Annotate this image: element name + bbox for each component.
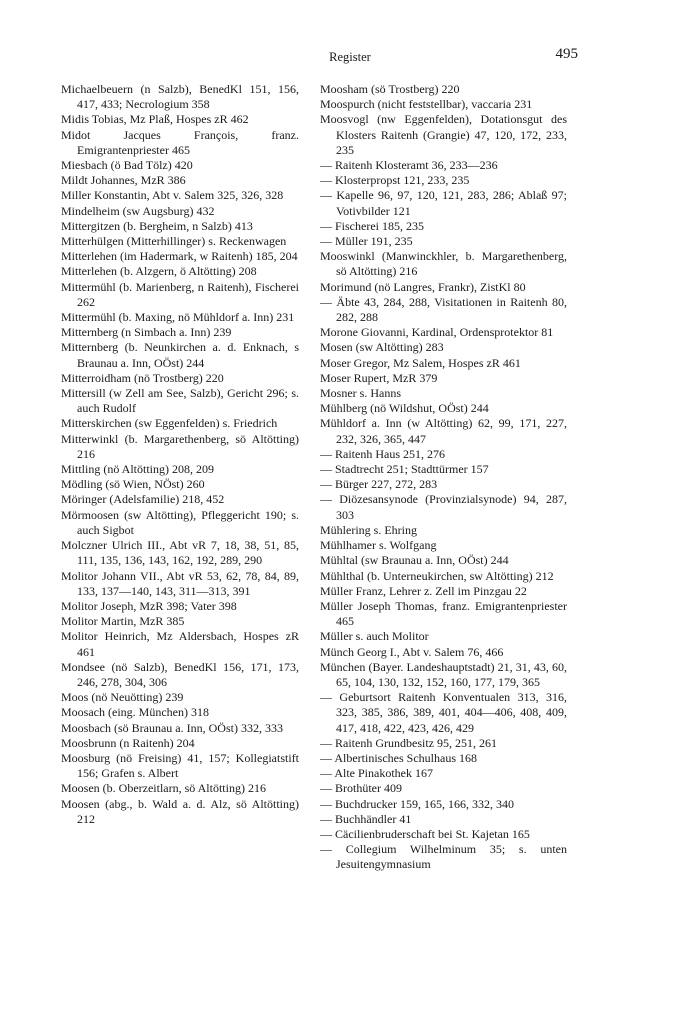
index-entry: — Kapelle 96, 97, 120, 121, 283, 286; Ablaß 97; Votivbilder 121 (320, 188, 567, 218)
index-entry: Mödling (sö Wien, NÖst) 260 (61, 477, 205, 492)
index-entry: Mittersill (w Zell am See, Salzb), Gericht 296; s. auch Rudolf (61, 386, 299, 416)
index-entry: Moser Rupert, MzR 379 (320, 370, 438, 385)
index-column-right (320, 82, 567, 873)
index-entry: Möringer (Adelsfamilie) 218, 452 (61, 492, 225, 507)
index-entry: Miesbach (ö Bad Tölz) 420 (61, 158, 193, 173)
index-entry: Mühldorf a. Inn (w Altötting) 62, 99, 171, 227, 232, 326, 365, 447 (320, 416, 567, 446)
index-entry: — Stadtrecht 251; Stadttürmer 157 (320, 462, 489, 477)
index-entry: Moser Gregor, Mz Salem, Hospes zR 461 (320, 355, 521, 370)
index-entry: Mondsee (nö Salzb), BenedKl 156, 171, 173, 246, 278, 304, 306 (61, 659, 299, 689)
index-entry: — Collegium Wilhelminum 35; s. unten Jesuitengymnasium (320, 842, 567, 872)
index-entry: — Müller 191, 235 (320, 234, 413, 249)
index-entry: Mooswinkl (Manwinckhler, b. Margarethenberg, sö Altötting) 216 (320, 249, 567, 279)
index-entry: Mühlthal (b. Unterneukirchen, sw Altötting) 212 (320, 568, 554, 583)
index-entry: — Buchdrucker 159, 165, 166, 332, 340 (320, 796, 514, 811)
index-entry: Moosen (b. Oberzeitlarn, sö Altötting) 216 (61, 781, 266, 796)
index-entry: Molitor Heinrich, Mz Aldersbach, Hospes zR 461 (61, 629, 299, 659)
index-entry: München (Bayer. Landeshauptstadt) 21, 31, 43, 60, 65, 104, 130, 132, 152, 160, 177, 179, 365 (320, 659, 567, 689)
index-entry: Mitterwinkl (b. Margarethenberg, sö Altötting) 216 (61, 431, 299, 461)
index-entry: — Äbte 43, 284, 288, Visitationen in Raitenh 80, 282, 288 (320, 294, 567, 325)
index-entry: — Bürger 227, 272, 283 (320, 477, 438, 492)
index-entry: — Cäcilienbruderschaft bei St. Kajetan 165 (320, 826, 530, 841)
index-entry: Miller Konstantin, Abt v. Salem 325, 326, 328 (61, 188, 284, 203)
index-entry: Mosner s. Hanns (320, 386, 401, 401)
index-entry: Münch Georg I., Abt v. Salem 76, 466 (320, 644, 504, 659)
index-entry: Moosen (abg., b. Wald a. d. Alz, sö Altötting) 212 (61, 796, 299, 826)
index-entry: Müller Franz, Lehrer z. Zell im Pinzgau 22 (320, 583, 527, 598)
index-entry: Midis Tobias, Mz Plaß, Hospes zR 462 (61, 112, 249, 127)
index-entry: Mühlering s. Ehring (320, 522, 417, 537)
index-entry: Mitterlehen (b. Alzgern, ö Altötting) 208 (61, 264, 257, 279)
index-entry: Moosbrunn (n Raitenh) 204 (61, 735, 195, 750)
index-entry: Mitterskirchen (sw Eggenfelden) s. Friedrich (61, 416, 278, 431)
index-entry: — Raitenh Haus 251, 276 (320, 446, 445, 461)
index-entry: Mühltal (sw Braunau a. Inn, OÖst) 244 (320, 553, 509, 568)
index-entry: Mittermühl (b. Marienberg, n Raitenh), Fischerei 262 (61, 279, 299, 309)
index-entry: — Fischerei 185, 235 (320, 218, 424, 233)
index-entry: Molitor Martin, MzR 385 (61, 614, 185, 629)
index-entry: — Raitenh Grundbesitz 95, 251, 261 (320, 735, 497, 750)
index-entry: — Klosterpropst 121, 233, 235 (320, 173, 470, 188)
index-entry: Molczner Ulrich III., Abt vR 7, 18, 38, 51, 85, 111, 135, 136, 143, 162, 192, 289, 290 (61, 538, 299, 568)
index-entry: Moospurch (nicht feststellbar), vaccaria 231 (320, 97, 533, 112)
index-entry: Mittergitzen (b. Bergheim, n Salzb) 413 (61, 218, 253, 233)
index-entry: — Brothüter 409 (320, 781, 402, 796)
index-entry: Moosburg (nö Freising) 41, 157; Kollegiatstift 156; Grafen s. Albert (61, 750, 299, 781)
index-entry: Moosach (eing. München) 318 (61, 705, 209, 720)
index-entry: Mittermühl (b. Maxing, nö Mühldorf a. Inn) 231 (61, 310, 295, 325)
index-entry: Midot Jacques François, franz. Emigrantenpriester 465 (61, 127, 299, 157)
index-entry: Moosham (sö Trostberg) 220 (320, 82, 460, 96)
index-entry: Moosvogl (nw Eggenfelden), Dotationsgut des Klosters Raitenh (Grangie) 47, 120, 172, 233, 235 (320, 112, 567, 157)
index-entry: Müller Joseph Thomas, franz. Emigrantenpriester 465 (320, 598, 567, 629)
index-entry: — Albertinisches Schulhaus 168 (320, 750, 477, 765)
index-entry: Mitternberg (n Simbach a. Inn) 239 (61, 325, 232, 340)
index-column-left (61, 82, 299, 827)
index-entry: Mörmoosen (sw Altötting), Pfleggericht 190; s. auch Sigbot (61, 507, 299, 537)
index-entry: Mühlberg (nö Wildshut, OÖst) 244 (320, 401, 489, 416)
index-entry: Morone Giovanni, Kardinal, Ordensprotektor 81 (320, 325, 554, 340)
index-entry: Mindelheim (sw Augsburg) 432 (61, 203, 215, 218)
page-header (0, 46, 700, 70)
running-title: Register (329, 50, 371, 64)
index-entry: Moos (nö Neuötting) 239 (61, 690, 184, 705)
index-entry: Molitor Joseph, MzR 398; Vater 398 (61, 598, 237, 613)
page-number: 495 (555, 46, 578, 62)
index-entry: Müller s. auch Molitor (320, 629, 429, 644)
index-entry: Mitterlehen (im Hadermark, w Raitenh) 185, 204 (61, 249, 298, 264)
index-entry: Mühlhamer s. Wolfgang (320, 538, 437, 553)
index-entry: Moosbach (sö Braunau a. Inn, OÖst) 332, 333 (61, 720, 283, 735)
index-entry: Mitternberg (b. Neunkirchen a. d. Enknach, s Braunau a. Inn, OÖst) 244 (61, 340, 299, 370)
index-entry: Mildt Johannes, MzR 386 (61, 173, 186, 188)
index-entry: Mittling (nö Altötting) 208, 209 (61, 462, 215, 477)
index-entry: Mitterhülgen (Mitterhillinger) s. Reckenwagen (61, 234, 287, 249)
index-entry: Mitterroidham (nö Trostberg) 220 (61, 370, 224, 385)
index-entry: — Buchhändler 41 (320, 811, 412, 826)
index-entry: — Diözesansynode (Provinzialsynode) 94, 287, 303 (320, 492, 567, 522)
index-entry: Morimund (nö Langres, Frankr), ZistKl 80 (320, 279, 526, 294)
index-entry: Michaelbeuern (n Salzb), BenedKl 151, 156, 417, 433; Necrologium 358 (61, 82, 299, 112)
index-entry: — Raitenh Klosteramt 36, 233—236 (320, 158, 498, 173)
index-entry: — Geburtsort Raitenh Konventualen 313, 316, 323, 385, 386, 389, 401, 404—406, 408, 409, 417, 418, 422, 423, 426, 429 (320, 690, 567, 735)
index-entry: — Alte Pinakothek 167 (320, 766, 433, 781)
index-entry: Mosen (sw Altötting) 283 (320, 340, 444, 355)
index-entry: Molitor Johann VII., Abt vR 53, 62, 78, 84, 89, 133, 137—140, 143, 311—313, 391 (61, 568, 299, 598)
